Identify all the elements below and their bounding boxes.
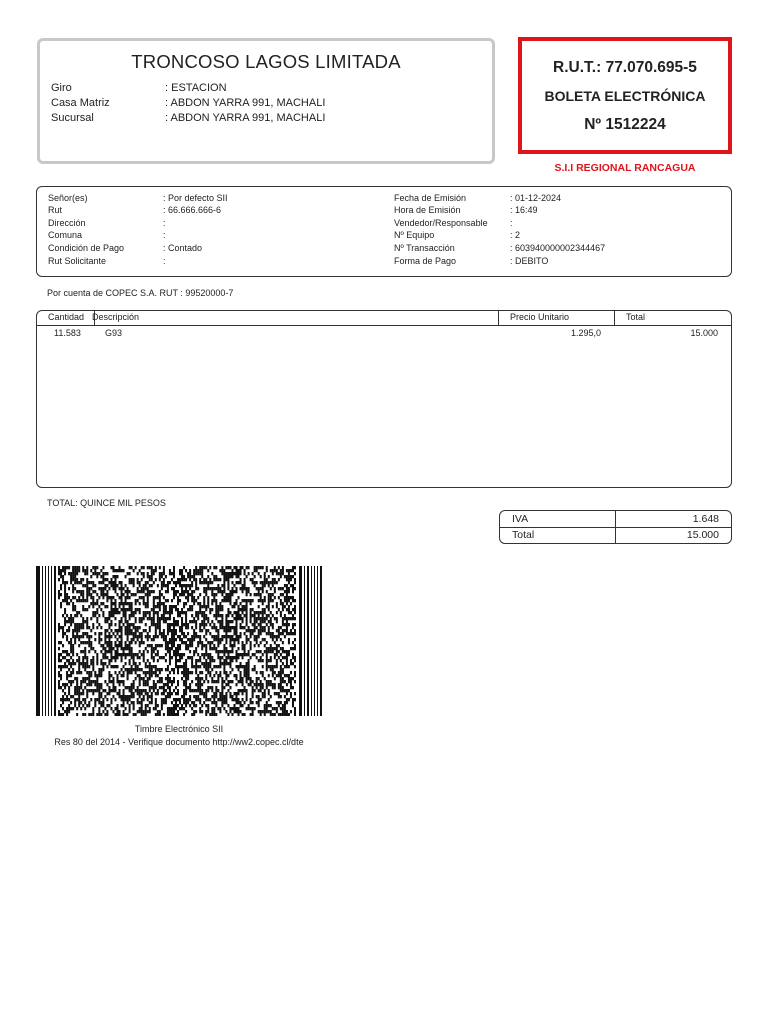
receiver-value: : 603940000002344467 xyxy=(510,243,606,253)
receiver-value: : 01-12-2024 xyxy=(510,193,562,203)
stamp-caption-line2: Res 80 del 2014 - Verifique documento http://ww2.copec.cl/dte xyxy=(54,737,304,747)
emitter-label: Casa Matriz xyxy=(51,97,110,109)
receiver-label: Nº Equipo xyxy=(394,230,435,240)
emitter-row-giro xyxy=(51,82,227,94)
receiver-label: Condición de Pago xyxy=(48,243,125,253)
emitter-row-casa-matriz xyxy=(51,97,325,109)
emitter-box xyxy=(37,38,495,164)
header-unit-price: Precio Unitario xyxy=(510,312,570,322)
emitter-value: : ABDON YARRA 991, MACHALI xyxy=(165,97,326,109)
total-in-words: TOTAL: QUINCE MIL PESOS xyxy=(47,498,166,508)
receiver-label: Nº Transacción xyxy=(394,243,455,253)
header-divider xyxy=(94,311,95,325)
receiver-label: Rut Solicitante xyxy=(48,256,107,266)
header-quantity: Cantidad xyxy=(48,312,85,322)
emitter-label: Giro xyxy=(51,82,72,94)
receiver-label: Hora de Emisión xyxy=(394,205,461,215)
stamp-caption-line1: Timbre Electrónico SII xyxy=(134,724,224,734)
emitter-row-sucursal xyxy=(51,112,325,124)
header-divider xyxy=(614,311,615,325)
receiver-label: Rut xyxy=(48,205,63,215)
document-id-box xyxy=(518,37,732,154)
receiver-label: Dirección xyxy=(48,218,86,228)
receiver-value: : xyxy=(163,256,166,266)
emitter-label: Sucursal xyxy=(51,112,94,124)
receiver-label: Comuna xyxy=(48,230,83,240)
item-total: 15.000 xyxy=(690,328,718,338)
emitter-value: : ESTACION xyxy=(165,82,227,94)
receiver-value: : 66.666.666-6 xyxy=(163,205,222,215)
receiver-value: : DEBITO xyxy=(510,256,549,266)
iva-value: 1.648 xyxy=(692,513,719,525)
header-divider xyxy=(498,311,499,325)
receiver-label: Vendedor/Responsable xyxy=(394,218,488,228)
items-table xyxy=(36,310,732,488)
receiver-value: : Contado xyxy=(163,243,203,253)
receiver-value: : xyxy=(163,218,166,228)
document-number: Nº 1512224 xyxy=(584,116,666,133)
total-label: Total xyxy=(512,529,535,541)
electronic-stamp-barcode xyxy=(36,566,322,716)
receiver-label: Señor(es) xyxy=(48,193,88,203)
emitter-value: : ABDON YARRA 991, MACHALI xyxy=(165,112,326,124)
item-quantity: 11.583 xyxy=(54,328,81,338)
receiver-label: Forma de Pago xyxy=(394,256,457,266)
receiver-value: : xyxy=(510,218,513,228)
stamp-caption xyxy=(0,723,358,749)
iva-label: IVA xyxy=(512,513,529,525)
totals-box xyxy=(499,510,732,544)
receiver-label: Fecha de Emisión xyxy=(394,193,467,203)
header-total: Total xyxy=(626,312,646,322)
receiver-value: : xyxy=(163,230,166,240)
item-description: G93 xyxy=(105,328,123,338)
total-value: 15.000 xyxy=(686,529,719,541)
document-type: BOLETA ELECTRÓNICA xyxy=(544,88,706,104)
on-behalf-of-text: Por cuenta de COPEC S.A. RUT : 99520000-7 xyxy=(47,288,234,298)
receiver-value: : 16:49 xyxy=(510,205,538,215)
emitter-name: TRONCOSO LAGOS LIMITADA xyxy=(131,51,401,72)
receiver-box xyxy=(36,186,732,277)
rut-number: R.U.T.: 77.070.695-5 xyxy=(553,59,697,76)
receiver-value: : Por defecto SII xyxy=(163,193,228,203)
receiver-value: : 2 xyxy=(510,230,521,240)
items-header xyxy=(37,311,731,326)
item-unit-price: 1.295,0 xyxy=(570,328,601,338)
header-description: Descripción xyxy=(92,312,140,322)
sii-office: S.I.I REGIONAL RANCAGUA xyxy=(554,162,696,174)
totals-column-divider xyxy=(615,511,616,543)
